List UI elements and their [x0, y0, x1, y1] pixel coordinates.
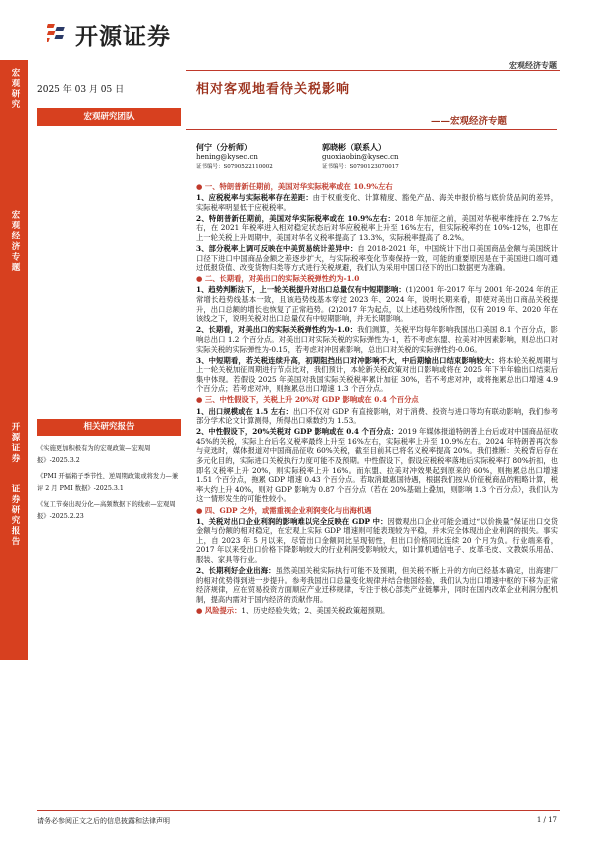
paragraph-text: 我们测算，关税平均每年影响我国出口美国 8.1 个百分点，影响总出口 1.2 个百分点。对美出口对实际关税的实际弹性为-1，若不考虑东盟、拉美对冲因素影响，则总出口对实际关税的实际弹性为-0.15，若考虑对冲因素影响，总出口对关税的实际弹性约-0.06。 — [196, 325, 558, 354]
paragraph — [196, 325, 558, 354]
report-date: 2025 年 03 月 05 日 — [37, 85, 125, 95]
team-label: 宏观研究团队 — [37, 108, 181, 126]
footer-rule — [37, 810, 560, 811]
author-card — [196, 142, 273, 172]
paragraph — [196, 517, 558, 565]
related-report-link[interactable]: 《复工节奏出现分化—高频数据下的线索—宏观周报》-2025.2.23 — [37, 501, 176, 520]
brand-mark-icon — [47, 21, 69, 47]
page-number: 1 / 17 — [536, 816, 557, 824]
author-email[interactable]: guoxiaobin@kysec.cn — [322, 153, 399, 161]
paragraph-text: 2019 年媒体报道特朗普上台后或对中国商品征收 45%的关税，实际上台后名义税率最终上升至 16%左右，实际税率上升至 10.9%左右。2024 年特朗普再次参与竞选时，媒体报道对中国商品征收 60%关税，截至目前其已将名义税率提高 20%。我们推断：关税背后存在多元化目的，实际进口关税执行力度可能不及预期。中性假设下，假设应税税率落地后实际税率打 80%折扣，也即名义税率上升 20%，则实际税率上升 16%。而东盟、拉美对冲效果起到原来的 60%，则拖累总出口增速 1.51 个百分点，拖累 GDP 增速 0.43 个百分点。若取消最惠国待遇，根据我们按从价征税商品的粗略计算，税率大约上升 40%，则对 GDP 影响为 0.87 个百分点（若在 20%基础上叠加，则影响 1.3 个百分点），我们认为这一情形发生的可能性较小。 — [196, 427, 558, 504]
section-heading: ● 一、特朗普新任期前，美国对华实际税率或在 10.9%左右 — [196, 182, 393, 191]
paragraph-lead: 2、长期看，对美出口的实际关税弹性约为-1.0： — [196, 325, 358, 335]
left-sidebar — [0, 60, 28, 660]
author-card — [322, 142, 399, 172]
sidebar-label-broker: 开源证券 — [10, 422, 20, 464]
section-heading: ● 四、GDP 之外，或需重视企业利润变化与出海机遇 — [196, 505, 372, 515]
footer-disclaimer: 请务必参阅正文之后的信息披露和法律声明 — [37, 817, 170, 825]
related-reports-label: 相关研究报告 — [37, 419, 181, 436]
paragraph-text: 由于权重变化、计算精度、豁免产品、海关申报价格与底价货品间的差异，实际税率明显低于应税税率。 — [196, 193, 559, 212]
paragraph-text: 自 2018-2021 年，中国统计下出口美国商品金额与美国统计口径下进口中国商品金额之差逐步扩大，与实际税率变化节奏保持一致，可能的重要原因是在于美国进口端可通过低报货值、改变货物归类等方式进行关税规避，我们认为采用中国口径下的出口数据更为准确。 — [196, 244, 559, 273]
related-reports-list — [37, 443, 183, 527]
paragraph-text: 将本轮关税周期与上一轮关税加征周期进行节点比对，我们预计，本轮新关税政策对出口影响或将在 2025 年下半年输出口结束后集中体现。若假设 2025 年美国对我国实际关税税率累计加征 30%，若不考虑对冲，或将拖累总出口增速 4.9 个百分点；若考虑对冲，则拖累总出口增速 1.3 个百分点。 — [196, 355, 559, 394]
paragraph — [196, 427, 558, 504]
risk-lead: ● 风险提示： — [196, 605, 242, 615]
paragraph-lead: 1、趋势判断法下，上一轮关税提升对出口总量仅有中短期影响： — [196, 285, 406, 295]
author-name: 何宁（分析师） — [196, 142, 252, 152]
risk-text: 1、历史经验失效；2、美国关税政策超预期。 — [241, 605, 390, 615]
related-report-link[interactable]: 《PMI 开福箱子季节性、逆周期政策或将发力—兼评 2 月 PMI 数据》-2025.3.1 — [37, 473, 179, 492]
paragraph — [196, 356, 558, 394]
paragraph — [196, 407, 558, 426]
paragraph-lead: 2、特朗普新任期前，美国对华实际税率或在 10.9%左右： — [196, 213, 396, 223]
report-body — [196, 182, 558, 617]
paragraph-lead: 2、长期利好企业出海： — [196, 566, 276, 576]
paragraph-text: 虽然美国关税实际执行可能不及预期，但关税不断上升的方向已经基本确定，出海建厂的相对优势得到进一步提升。参考我国出口总量变化规律并结合他国经验，我们认为出口增速中枢的下移为正常经济规律，应在贸易投资方面顺应产业迁移规律，专注于核心部类产业链攀升，同时在国内改革企业利润分配机制，提高内需对于国内经济的贡献作用。 — [196, 566, 558, 604]
brand-logo — [47, 18, 171, 50]
report-title: 相对客观地看待关税影响 — [196, 82, 351, 97]
paragraph-lead: 3、部分税率上调可反映在中美贸易统计差异中： — [196, 244, 358, 254]
paragraph-text: 因微观出口企业可能会通过“以价换量”保证出口交货金额与份额的相对稳定，在宏观上实际 GDP 增速则可能表现较为平稳，并未完全体现出企业利润的损失。事实上，自 2023 年 5 月以来，尽管出口金额同比呈现韧性，但出口价格同比连续 20 个月为负。行业端来看，2017 年以来受出口价格下降影响较大的行业利润受影响较大，如计算机通信电子、皮革毛皮、文教娱乐用品、服装、家具等行业。 — [196, 516, 558, 564]
paragraph-lead: 2、中性假设下，20%关税对 GDP 影响或在 0.4 个百分点： — [196, 427, 399, 437]
sidebar-label-macro: 宏观研究 — [10, 68, 20, 110]
author-license: 证书编号：S0790123070017 — [322, 164, 399, 170]
sidebar-label-report: 证券研究报告 — [10, 484, 20, 547]
paragraph — [196, 566, 558, 604]
section-heading: ● 二、长期看，对美出口的实际关税弹性约为-1.0 — [196, 274, 360, 284]
author-email[interactable]: hening@kysec.cn — [196, 153, 258, 161]
paragraph — [196, 285, 558, 323]
header-report-type: 宏观经济专题 — [509, 60, 557, 70]
paragraph-text: 2018 年加征之前，美国对华税率维持在 2.7%左右，在 2021 年税率进入相对稳定状态后对华应税税率上升至 16%左右，但实际税率约在 10%-12%，也即在上一轮关税上升周期中，美国对华名义税率提高了 13.3%，实际税率提高了 8.2%。 — [196, 213, 558, 242]
brand-name: 开源证券 — [75, 23, 171, 50]
paragraph-lead: 3、中短期看，若关税连续升高，初期阻挡出口对冲影响不大，中后期输出口结束影响较大： — [196, 355, 499, 365]
report-subtitle: ——宏观经济专题 — [431, 116, 508, 127]
paragraph-lead: 1、出口规模或在 1.5 左右： — [196, 406, 293, 416]
author-license: 证书编号：S0790522110002 — [196, 164, 273, 170]
paragraph-text: (1)2001 年-2017 年与 2001 年-2024 年的正常增长趋势线基本一致，且该趋势线基本穿过 2023 年、2024 年，说明长期来看，即使对美出口商品关税提升，出口总额的增长也恢复了正常趋势。(2)2017 年为起点，以上述趋势线所作图，仅有 2019 年、2020 年在该线之下，说明关税对出口总量仅有中短期影响，并无长期影响。 — [196, 285, 558, 324]
paragraph-lead: 1、关税对出口企业利润的影响难以完全反映在 GDP 中： — [196, 516, 388, 526]
section-heading: ● 三、中性假设下，关税上升 20%对 GDP 影响或在 0.4 个百分点 — [196, 395, 419, 405]
subtitle-rule — [186, 129, 557, 130]
author-name: 郭晓彬（联系人） — [322, 142, 386, 152]
paragraph-lead: 1、应税税率与实际税率存在差距： — [196, 193, 313, 203]
paragraph-text: 出口不仅对 GDP 有直接影响，对于消费、投资与进口等均有联动影响，我们参考部分学术论文计算测得，所得出口乘数约为 1.53。 — [196, 406, 558, 426]
sidebar-label-topic: 宏观经济专题 — [10, 210, 20, 273]
related-report-link[interactable]: 《实施更加积极有为的宏观政策—宏观周报》-2025.3.2 — [37, 445, 151, 464]
risk-note — [196, 606, 558, 616]
paragraph — [196, 193, 558, 212]
paragraph — [196, 214, 558, 243]
paragraph — [196, 244, 558, 273]
header-rule — [186, 70, 560, 71]
